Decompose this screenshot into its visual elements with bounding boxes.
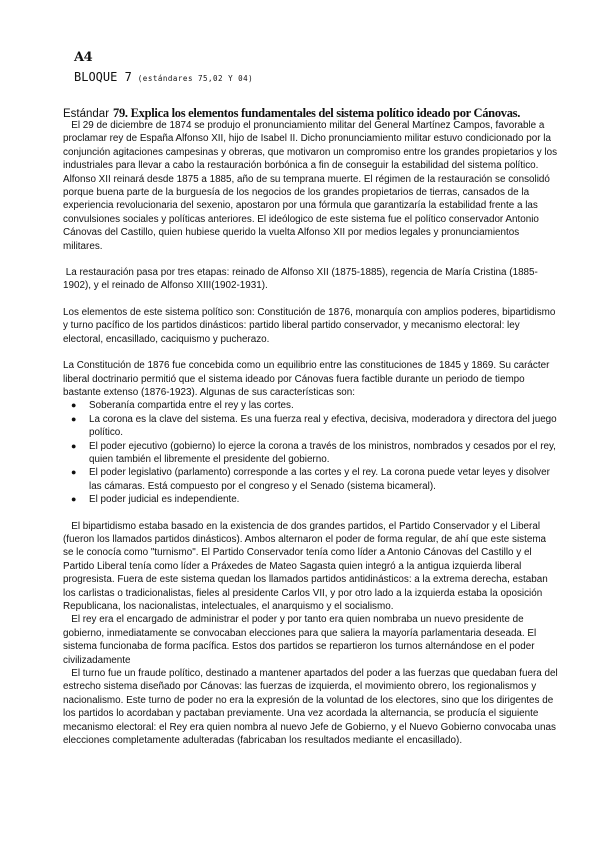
block-standards-note: (estándares 75,02 Y 04): [137, 74, 254, 83]
paragraph-turno: El turno fue un fraude político, destinado a mantener apartados del poder a las fuerzas que quedaban fuera del estrecho sistema diseñado por Cánovas: las fuerzas de izquierda, el movimiento obrero, los regionalismos y nacionalismo. Este turno de poder no era la expresión de la voluntad de los electores, sino que los dirigentes de los partidos lo acordaban y pactaban previamente. Una vez acordada la alternancia, se producía el siguiente mecanismo electoral: el Rey era quien nombra al nuevo Jefe de Gobierno, y el Nuevo Gobierno convocaba unas elecciones completamente adulteradas (fabricaban los resultados mediante el encasillado).: [63, 668, 561, 747]
bullet-icon: ●: [71, 467, 77, 478]
standard-title: 79. Explica los elementos fundamentales del sistema político ideado por Cánovas.: [113, 106, 521, 120]
bullet-icon: ●: [71, 494, 77, 505]
list-item-text: El poder ejecutivo (gobierno) lo ejerce la corona a través de los ministros, nombrados y cesados por el rey, quien también el libremente el presidente del gobierno.: [89, 440, 556, 465]
paragraph-rey: El rey era el encargado de administrar el poder y por tanto era quien nombraba un nuevo presidente de gobierno, inmediatamente se convocaban elecciones para que saliera la mayoría parlamentaria deseada. El sistema funcionaba de forma pacífica. Estos dos partidos se repartieron los turnos alternándose en el poder civilizadamente: [63, 614, 539, 666]
list-item: [63, 399, 559, 412]
document-reference: A4: [74, 50, 93, 65]
list-item-text: La corona es la clave del sistema. Es una fuerza real y efectiva, decisiva, moderadora y directora del juego político.: [89, 413, 557, 439]
bullet-icon: ●: [71, 440, 77, 451]
bullet-icon: ●: [71, 413, 77, 424]
list-item: [63, 466, 559, 493]
list-item-text: Soberanía compartida entre el rey y las cortes.: [89, 400, 294, 412]
paragraph-bipartidismo: El bipartidismo estaba basado en la existencia de dos grandes partidos, el Partido Conservador y el Liberal (fueron los llamados partidos dinásticos). Ambos alternaron el poder de forma regular, de ahí que este sistema se le conocía como "turnismo". El Partido Conservador tenía como líder a Antonio Cánovas del Castillo y el Partido Liberal tenía como líder a Práxedes de Mateo Sagasta quien integró a la antigua izquierda liberal progresista. Fuera de este sistema quedan los llamados partidos antidinásticos: a la extrema derecha, estaban los carlistas o tradicionalistas, fieles al presidente Carlos VII, y por otro lado a la izquierda estaba la oposición Republicana, los nacionalistas, intelectuales, el anarquismo y el socialismo.: [63, 520, 551, 612]
block-heading: [74, 70, 253, 84]
paragraph-pronunciamiento: El 29 de diciembre de 1874 se produjo el pronunciamiento militar del General Martínez Campos, favorable a proclamar rey de España Alfonso XII, hijo de Isabel II. Dicho pronunciamiento militar estuvo condicionado por la conjunción agitaciones campesinas y obreras, que motivaron un compromiso entre los grandes propietarios y los industriales para llevar a cabo la restauración borbónica a fin de conseguir la estabilidad del sistema político. Alfonso XII reinará desde 1875 a 1885, año de su temprana muerte. El régimen de la restauración se consolidó porque buena parte de la burguesía de los negocios de los grandes propietarios de tierras, cansados de la experiencia revolucionaria del sexenio, apostaron por una fórmula que garantizaría la estabilidad frente a las convulsiones sociales y políticas anteriores. El ideólogico de este sistema fue el político conservador Antonio Cánovas del Castillo, quien hubiese querido la vuelta Alfonso XII por medios legales y pronunciamientos militares.: [63, 120, 560, 252]
paragraph-constitucion: La Constitución de 1876 fue concebida como un equilibrio entre las constituciones de 1845 y 1869. Su carácter liberal doctrinario permitió que el sistema ideado por Cánovas fuera factible durante un periodo de tiempo bastante extenso (1876-1923). Algunas de sus características son:: [63, 360, 550, 398]
characteristics-list: [63, 399, 559, 506]
list-item-text: El poder judicial es independiente.: [89, 494, 240, 506]
document-body: [63, 119, 559, 747]
paragraph-etapas: La restauración pasa por tres etapas: reinado de Alfonso XII (1875-1885), regencia de María Cristina (1885-1902), y el reinado de Alfonso XIII(1902-1931).: [63, 267, 538, 292]
block-title: BLOQUE 7: [74, 70, 132, 84]
paragraph-elementos: Los elementos de este sistema político son: Constitución de 1876, monarquía con amplios poderes, bipartidismo y turno pacífico de los partidos dinásticos: partido liberal partido conservador, y mecanismo electoral: ley electoral, encasillado, caciquismo y pucherazo.: [63, 306, 556, 345]
list-item: [63, 440, 559, 467]
list-item: [63, 493, 559, 506]
list-item: [63, 413, 559, 440]
standard-label: Estándar: [63, 108, 110, 120]
list-item-text: El poder legislativo (parlamento) corresponde a las cortes y el rey. La corona puede vetar leyes y disolver las cámaras. Está compuesto por el congreso y el Senado (sistema bicameral).: [89, 467, 550, 492]
bullet-icon: ●: [71, 400, 77, 411]
